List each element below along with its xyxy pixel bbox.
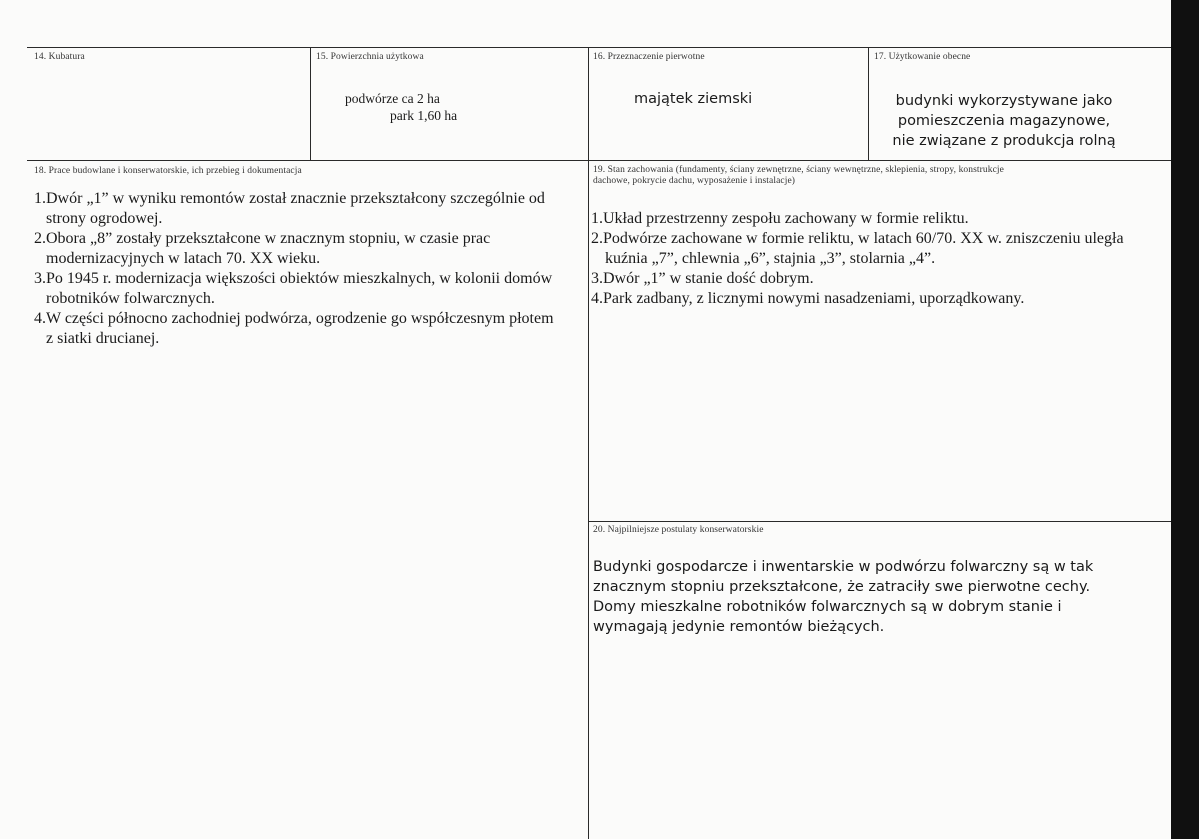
field-15-value-line2: park 1,60 ha (390, 108, 458, 123)
field-15-value-line1: podwórze ca 2 ha (345, 91, 440, 106)
field-18-item: 3.Po 1945 r. modernizacja większości obiektów mieszkalnych, w kolonii domów robotników folwarcznych. (34, 270, 553, 307)
row1-bottom-border (27, 160, 1171, 161)
field-16-value: majątek ziemski (634, 91, 753, 107)
field-17-label: 17. Użytkowanie obecne (874, 52, 971, 62)
field-18-item: 4.W części północno zachodniej podwórza, ogrodzenie go współczesnym płotem z siatki drucianej. (34, 310, 554, 347)
field-14-label: 14. Kubatura (34, 52, 85, 62)
field-18-label: 18. Prace budowlane i konserwatorskie, ich przebieg i dokumentacja (34, 166, 302, 176)
top-border (27, 47, 1171, 48)
field-19-item: 3.Dwór „1” w stanie dość dobrym. (591, 270, 814, 287)
divider-17 (868, 47, 869, 160)
field-15-label: 15. Powierzchnia użytkowa (316, 52, 424, 62)
field-17-value: budynki wykorzystywane jako pomieszczenia magazynowe, nie związane z produkcja rolną (892, 93, 1116, 149)
field-19-label: 19. Stan zachowania (fundamenty, ściany zewnętrzne, ściany wewnętrzne, sklepienia, stropy, konstrukcje dachowe, pokrycie dachu, wyposażenie i instalacje) (593, 165, 1004, 186)
field-20-label: 20. Najpilniejsze postulaty konserwatorskie (593, 525, 764, 535)
divider-main (588, 47, 589, 839)
field-18-list (34, 189, 564, 349)
field-19-list (591, 209, 1151, 309)
field-16-label: 16. Przeznaczenie pierwotne (593, 52, 705, 62)
field20-top-border (588, 521, 1171, 522)
divider-15 (310, 47, 311, 160)
field-19-item: 2.Podwórze zachowane w formie reliktu, w latach 60/70. XX w. zniszczeniu uległa kuźnia „7”, chlewnia „6”, stajnia „3”, stolarnia „4”. (591, 230, 1124, 267)
field-19-item: 1.Układ przestrzenny zespołu zachowany w formie reliktu. (591, 210, 969, 227)
field-19-item: 4.Park zadbany, z licznymi nowymi nasadzeniami, uporządkowany. (591, 290, 1025, 307)
field-20-text: Budynki gospodarcze i inwentarskie w podwórzu folwarczny są w tak znacznym stopniu przekształcone, że zatraciły swe pierwotne cechy. Domy mieszkalne robotników folwarcznych są w dobrym stanie i wymagają jedynie remontów bieżących. (593, 559, 1094, 635)
field-18-item: 1.Dwór „1” w wyniku remontów został znacznie przekształcony szczególnie od strony ogrodowej. (34, 190, 545, 227)
field-18-item: 2.Obora „8” zostały przekształcone w znacznym stopniu, w czasie prac modernizacyjnych w latach 70. XX wieku. (34, 230, 491, 267)
scan-edge (1171, 0, 1199, 839)
